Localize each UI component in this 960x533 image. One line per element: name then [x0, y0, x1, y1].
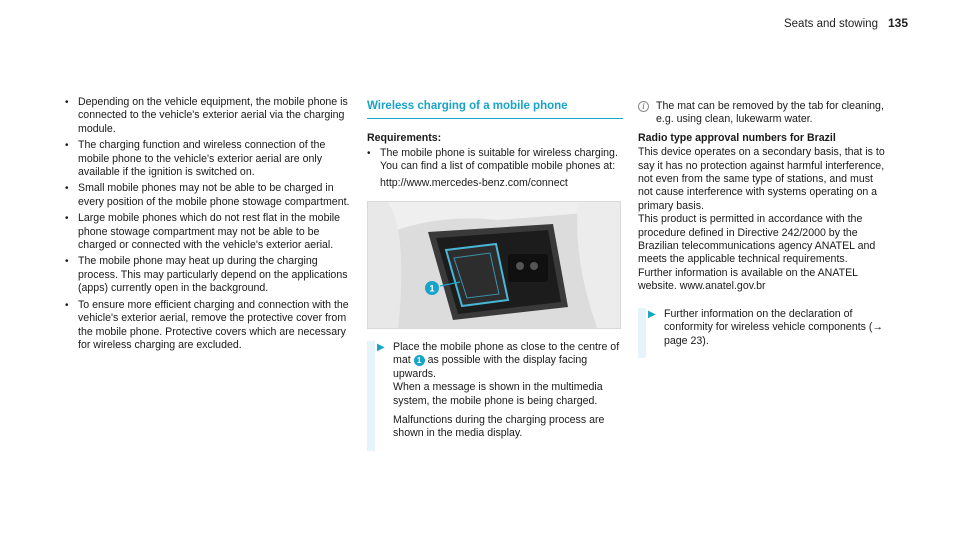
paragraph: Further information is available on the ANATEL website. www.anatel.gov.br: [638, 266, 858, 293]
list-item: • Large mobile phones which do not rest flat in the mobile phone stowage compartment may not be able to be charged or connected with the vehicle's exterior aerial.: [65, 212, 341, 252]
list-item: • Depending on the vehicle equipment, the mobile phone is connected to the vehicle's exterior aerial via the charging module.: [65, 96, 348, 135]
bullet-icon: •: [367, 147, 371, 159]
bullet-list: [65, 96, 357, 352]
bullet-icon: •: [65, 299, 69, 311]
list-item: • Small mobile phones may not be able to be charged in every position of the mobile phone stowage compartment.: [65, 182, 350, 208]
radio-approval-heading: Radio type approval numbers for Brazil: [638, 131, 836, 144]
console-drawing: [368, 202, 621, 329]
list-item: • The mobile phone is suitable for wireless charging. You can find a list of compatible mobile phones at:: [367, 146, 618, 173]
info-note: i The mat can be removed by the tab for cleaning, e.g. using clean, lukewarm water.: [638, 100, 888, 127]
compatibility-url: http://www.mercedes-benz.com/connect: [380, 176, 568, 189]
column-right: [638, 100, 888, 358]
column-left: [65, 96, 357, 355]
bullet-icon: •: [65, 97, 69, 108]
page-header: [784, 16, 908, 30]
bullet-icon: •: [65, 213, 69, 225]
instruction-step: [367, 341, 623, 451]
step-arrow-icon: ▶: [648, 308, 656, 320]
paragraph: This device operates on a secondary basis, that is to say it has no protection against harmful interference, not even from the same type of stations, and must not cause interference with systems operating on a primary basis.: [638, 146, 885, 212]
info-icon: i: [638, 101, 649, 112]
step-arrow-icon: ▶: [377, 342, 385, 354]
page-number: 135: [887, 16, 908, 30]
list-item: • To ensure more efficient charging and connection with the vehicle's exterior aerial, remove the protective cover from the mobile phone. Protective covers which are necessary for wireless charging are excluded.: [65, 298, 349, 351]
list-item: • The mobile phone may heat up during the charging process. This may particularly depend on the applications (apps) currently open in the background.: [65, 255, 348, 295]
list-item: • The charging function and wireless connection of the mobile phone to the vehicle's exterior aerial are only available if the ignition is switched on.: [65, 139, 326, 179]
paragraph: This product is permitted in accordance with the procedure defined in Directive 242/2000 by the Brazilian telecommunications agency ANATEL and meets the applicable technical requirements.: [638, 213, 876, 266]
bullet-icon: •: [65, 183, 69, 195]
figure-callout-number: 1: [429, 283, 435, 294]
bullet-icon: •: [65, 140, 69, 152]
bullet-icon: •: [65, 256, 69, 268]
section-title: Wireless charging of a mobile phone: [367, 100, 623, 119]
instruction-step: [638, 308, 888, 358]
charging-mat-illustration: [367, 201, 621, 329]
step-note: Malfunctions during the charging process are shown in the media display.: [393, 414, 605, 440]
section-name: Seats and stowing: [783, 18, 878, 30]
step-text: Further information on the declaration of conformity for wireless vehicle components (→ page 23).: [664, 307, 884, 347]
column-middle: [367, 100, 623, 451]
step-text: Place the mobile phone as close to the centre of mat 1 as possible with the display facing upwards. When a message is shown in the multimedia system, the mobile phone is being charged.: [393, 341, 620, 407]
requirements-label: Requirements:: [367, 132, 442, 145]
requirements-list: [367, 147, 623, 174]
mat-callout-icon: 1: [414, 355, 425, 366]
